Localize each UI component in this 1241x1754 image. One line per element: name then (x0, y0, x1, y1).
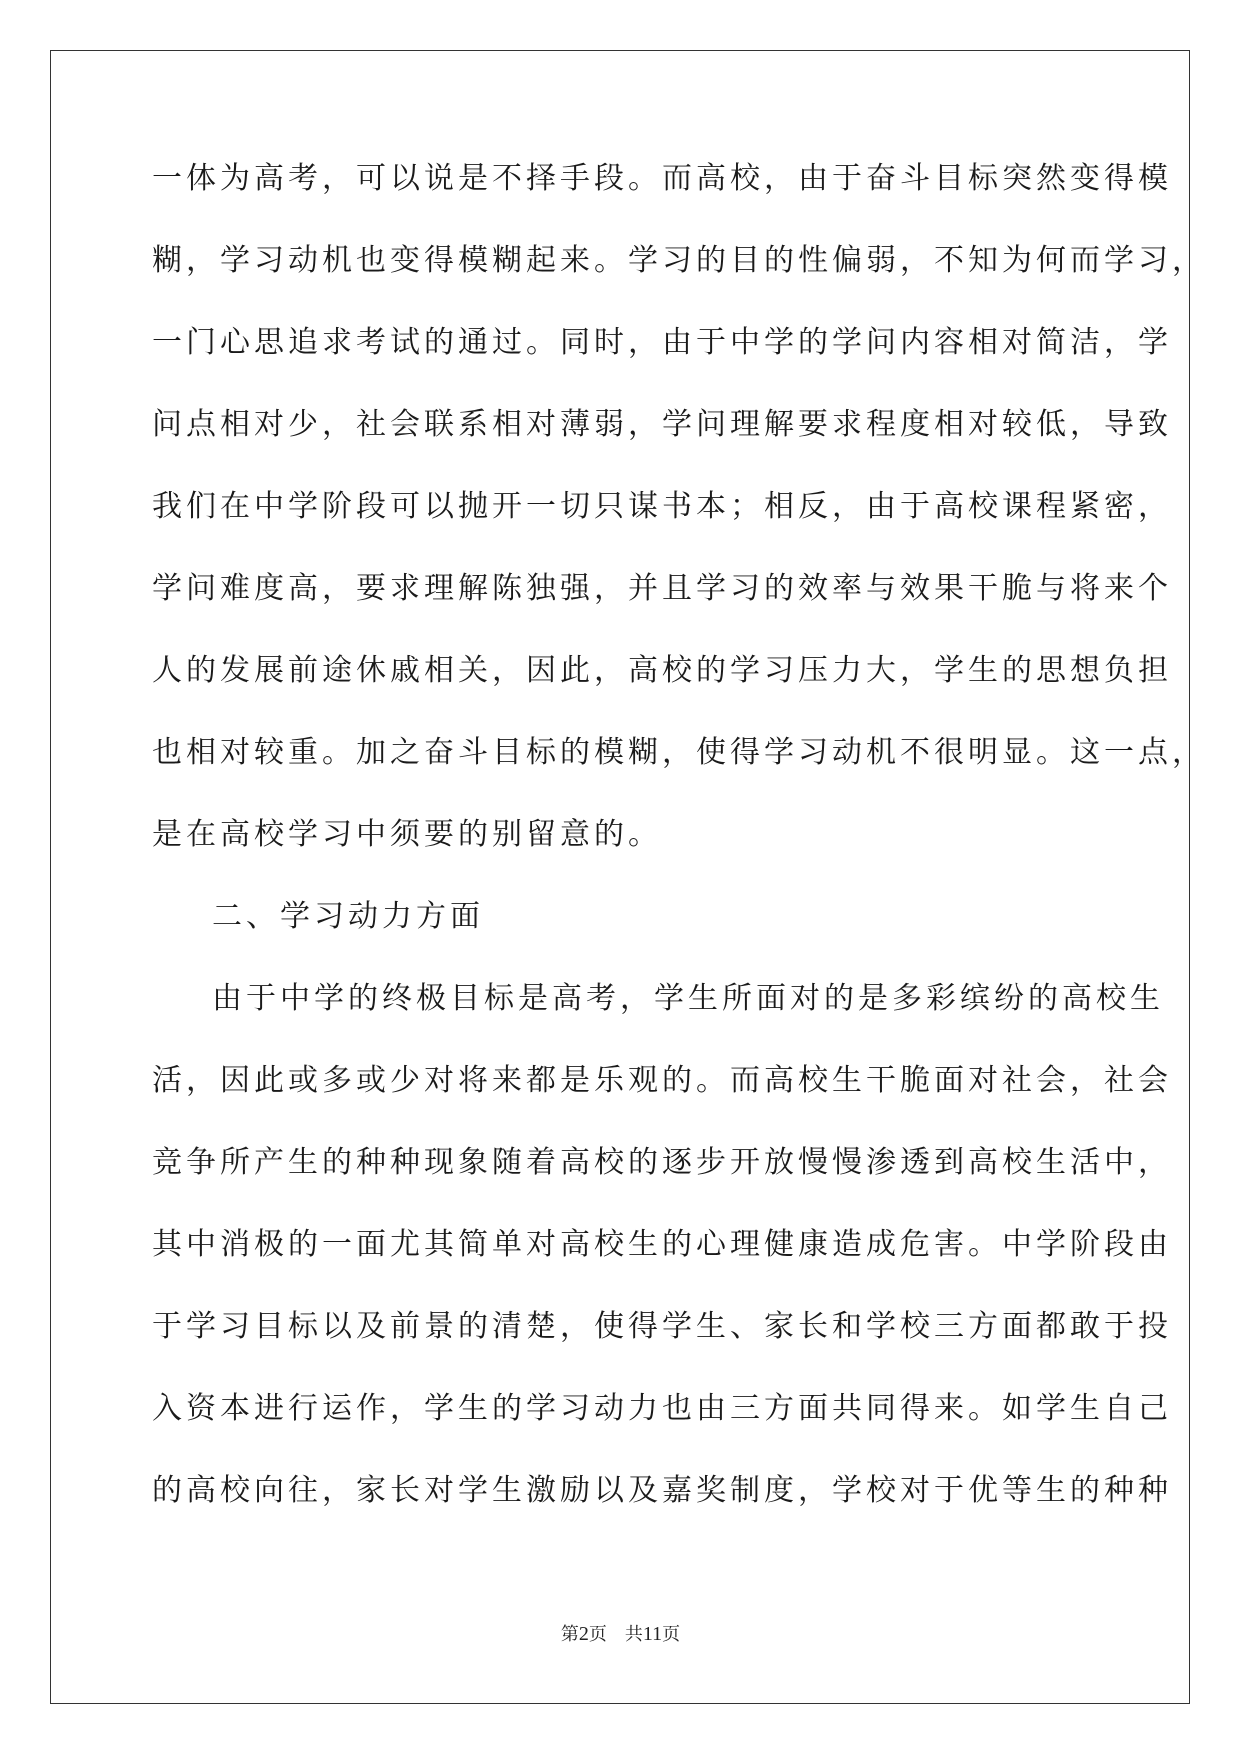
paragraph-start-line: 由于中学的终极目标是高考，学生所面对的是多彩缤纷的高校生 (212, 981, 1164, 1016)
text-line: 我们在中学阶段可以抛开一切只谋书本；相反，由于高校课程紧密， (152, 489, 1172, 524)
section-heading: 二、学习动力方面 (212, 899, 484, 934)
body-text (152, 161, 1206, 1558)
text-line: 入资本进行运作，学生的学习动力也由三方面共同得来。如学生自己 (152, 1391, 1172, 1426)
total-suffix: 页 (662, 1624, 681, 1645)
text-line: 一体为高考，可以说是不择手段。而高校，由于奋斗目标突然变得模 (152, 161, 1172, 196)
text-line: 竞争所产生的种种现象随着高校的逐步开放慢慢渗透到高校生活中， (152, 1145, 1172, 1180)
page-number: 2 (578, 1623, 589, 1645)
text-line: 学问难度高，要求理解陈独强，并且学习的效率与效果干脆与将来个 (152, 571, 1172, 606)
total-pages: 11 (642, 1623, 663, 1645)
text-line: 糊，学习动机也变得模糊起来。学习的目的性偏弱，不知为何而学习， (152, 243, 1206, 278)
text-line: 活，因此或多或少对将来都是乐观的。而高校生干脆面对社会，社会 (152, 1063, 1172, 1098)
text-line: 的高校向往，家长对学生激励以及嘉奖制度，学校对于优等生的种种 (152, 1473, 1172, 1508)
text-line: 其中消极的一面尤其简单对高校生的心理健康造成危害。中学阶段由 (152, 1227, 1172, 1262)
page-suffix: 页 (588, 1624, 607, 1645)
text-line: 人的发展前途休戚相关，因此，高校的学习压力大，学生的思想负担 (152, 653, 1172, 688)
text-line: 问点相对少，社会联系相对薄弱，学问理解要求程度相对较低，导致 (152, 407, 1172, 442)
text-line: 一门心思追求考试的通过。同时，由于中学的学问内容相对简洁，学 (152, 325, 1172, 360)
total-prefix: 共 (624, 1624, 643, 1645)
page-prefix: 第 (560, 1624, 579, 1645)
page-footer (0, 1624, 1241, 1645)
text-line: 也相对较重。加之奋斗目标的模糊，使得学习动机不很明显。这一点， (152, 735, 1206, 770)
text-line: 于学习目标以及前景的清楚，使得学生、家长和学校三方面都敢于投 (152, 1309, 1172, 1344)
text-line: 是在高校学习中须要的别留意的。 (152, 817, 662, 852)
